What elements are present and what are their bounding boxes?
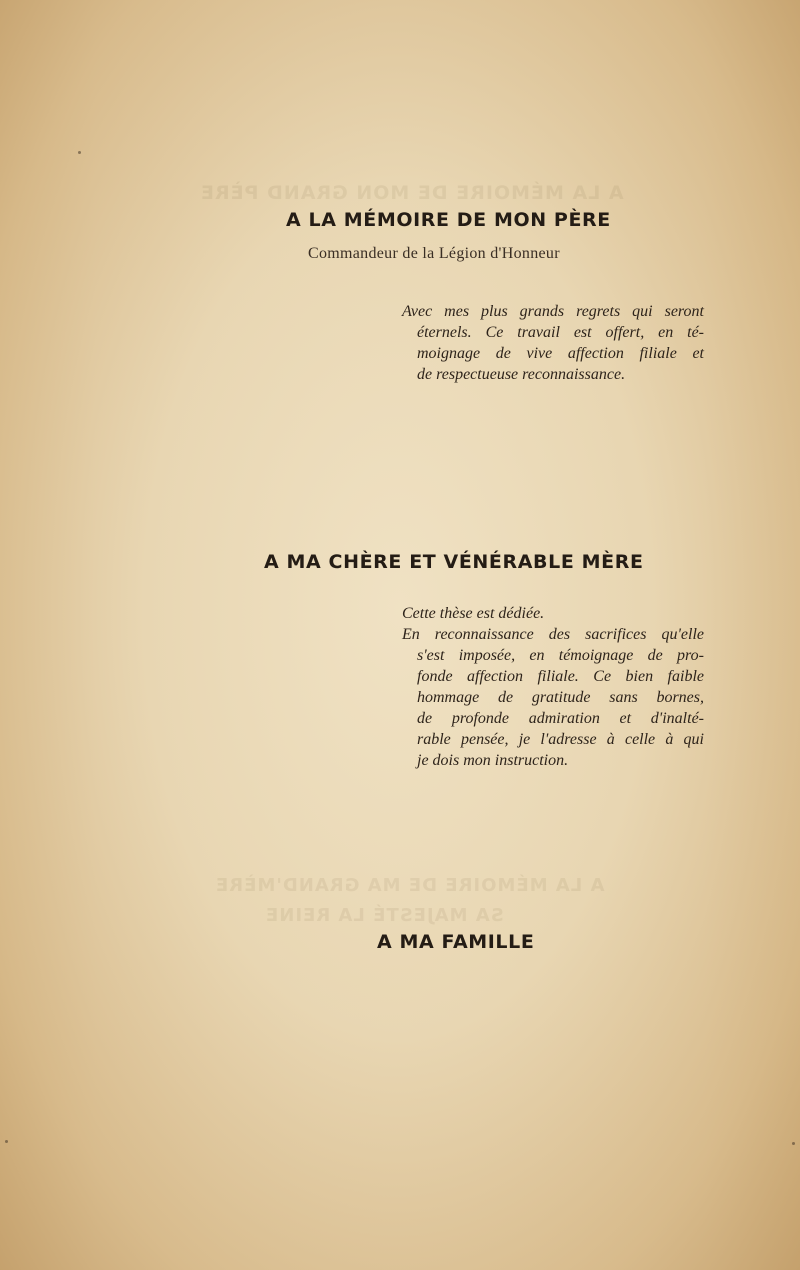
dedication-mother [402, 603, 704, 771]
heading-family: A MA FAMILLE [377, 931, 535, 953]
paper-speck [78, 151, 81, 154]
paper-speck [5, 1140, 8, 1143]
heading-mother: A MA CHÈRE ET VÉNÉRABLE MÈRE [264, 551, 644, 573]
dedication-line: hommage de gratitude sans bornes, [417, 689, 704, 706]
dedication-line: fonde affection filiale. Ce bien faible [417, 668, 704, 685]
dedication-line: rable pensée, je l'adresse à celle à qui [417, 731, 704, 748]
dedication-line: Cette thèse est dédiée. [402, 605, 545, 622]
dedication-line: éternels. Ce travail est offert, en té- [417, 324, 704, 341]
dedication-father [402, 301, 704, 385]
dedication-line: moignage de vive affection filiale et [417, 345, 704, 362]
bleed-through-text: A LA MÉMOIRE DE MON GRAND PÈRE [200, 182, 624, 204]
dedication-line: de profonde admiration et d'inalté- [417, 710, 704, 727]
paper-speck [792, 1142, 795, 1145]
dedication-line: Avec mes plus grands regrets qui seront [402, 303, 704, 320]
heading-father: A LA MÉMOIRE DE MON PÈRE [286, 209, 611, 231]
dedication-line: s'est imposée, en témoignage de pro- [417, 647, 704, 664]
dedication-line: En reconnaissance des sacrifices qu'elle [402, 626, 704, 643]
subtitle-father: Commandeur de la Légion d'Honneur [308, 245, 560, 262]
dedication-line: de respectueuse reconnaissance. [417, 366, 626, 383]
bleed-through-text: A LA MÉMOIRE DE MA GRAND'MÈRE [215, 875, 605, 896]
dedication-line: je dois mon instruction. [417, 752, 569, 769]
bleed-through-text: SA MAJESTÉ LA REINE [265, 905, 504, 926]
